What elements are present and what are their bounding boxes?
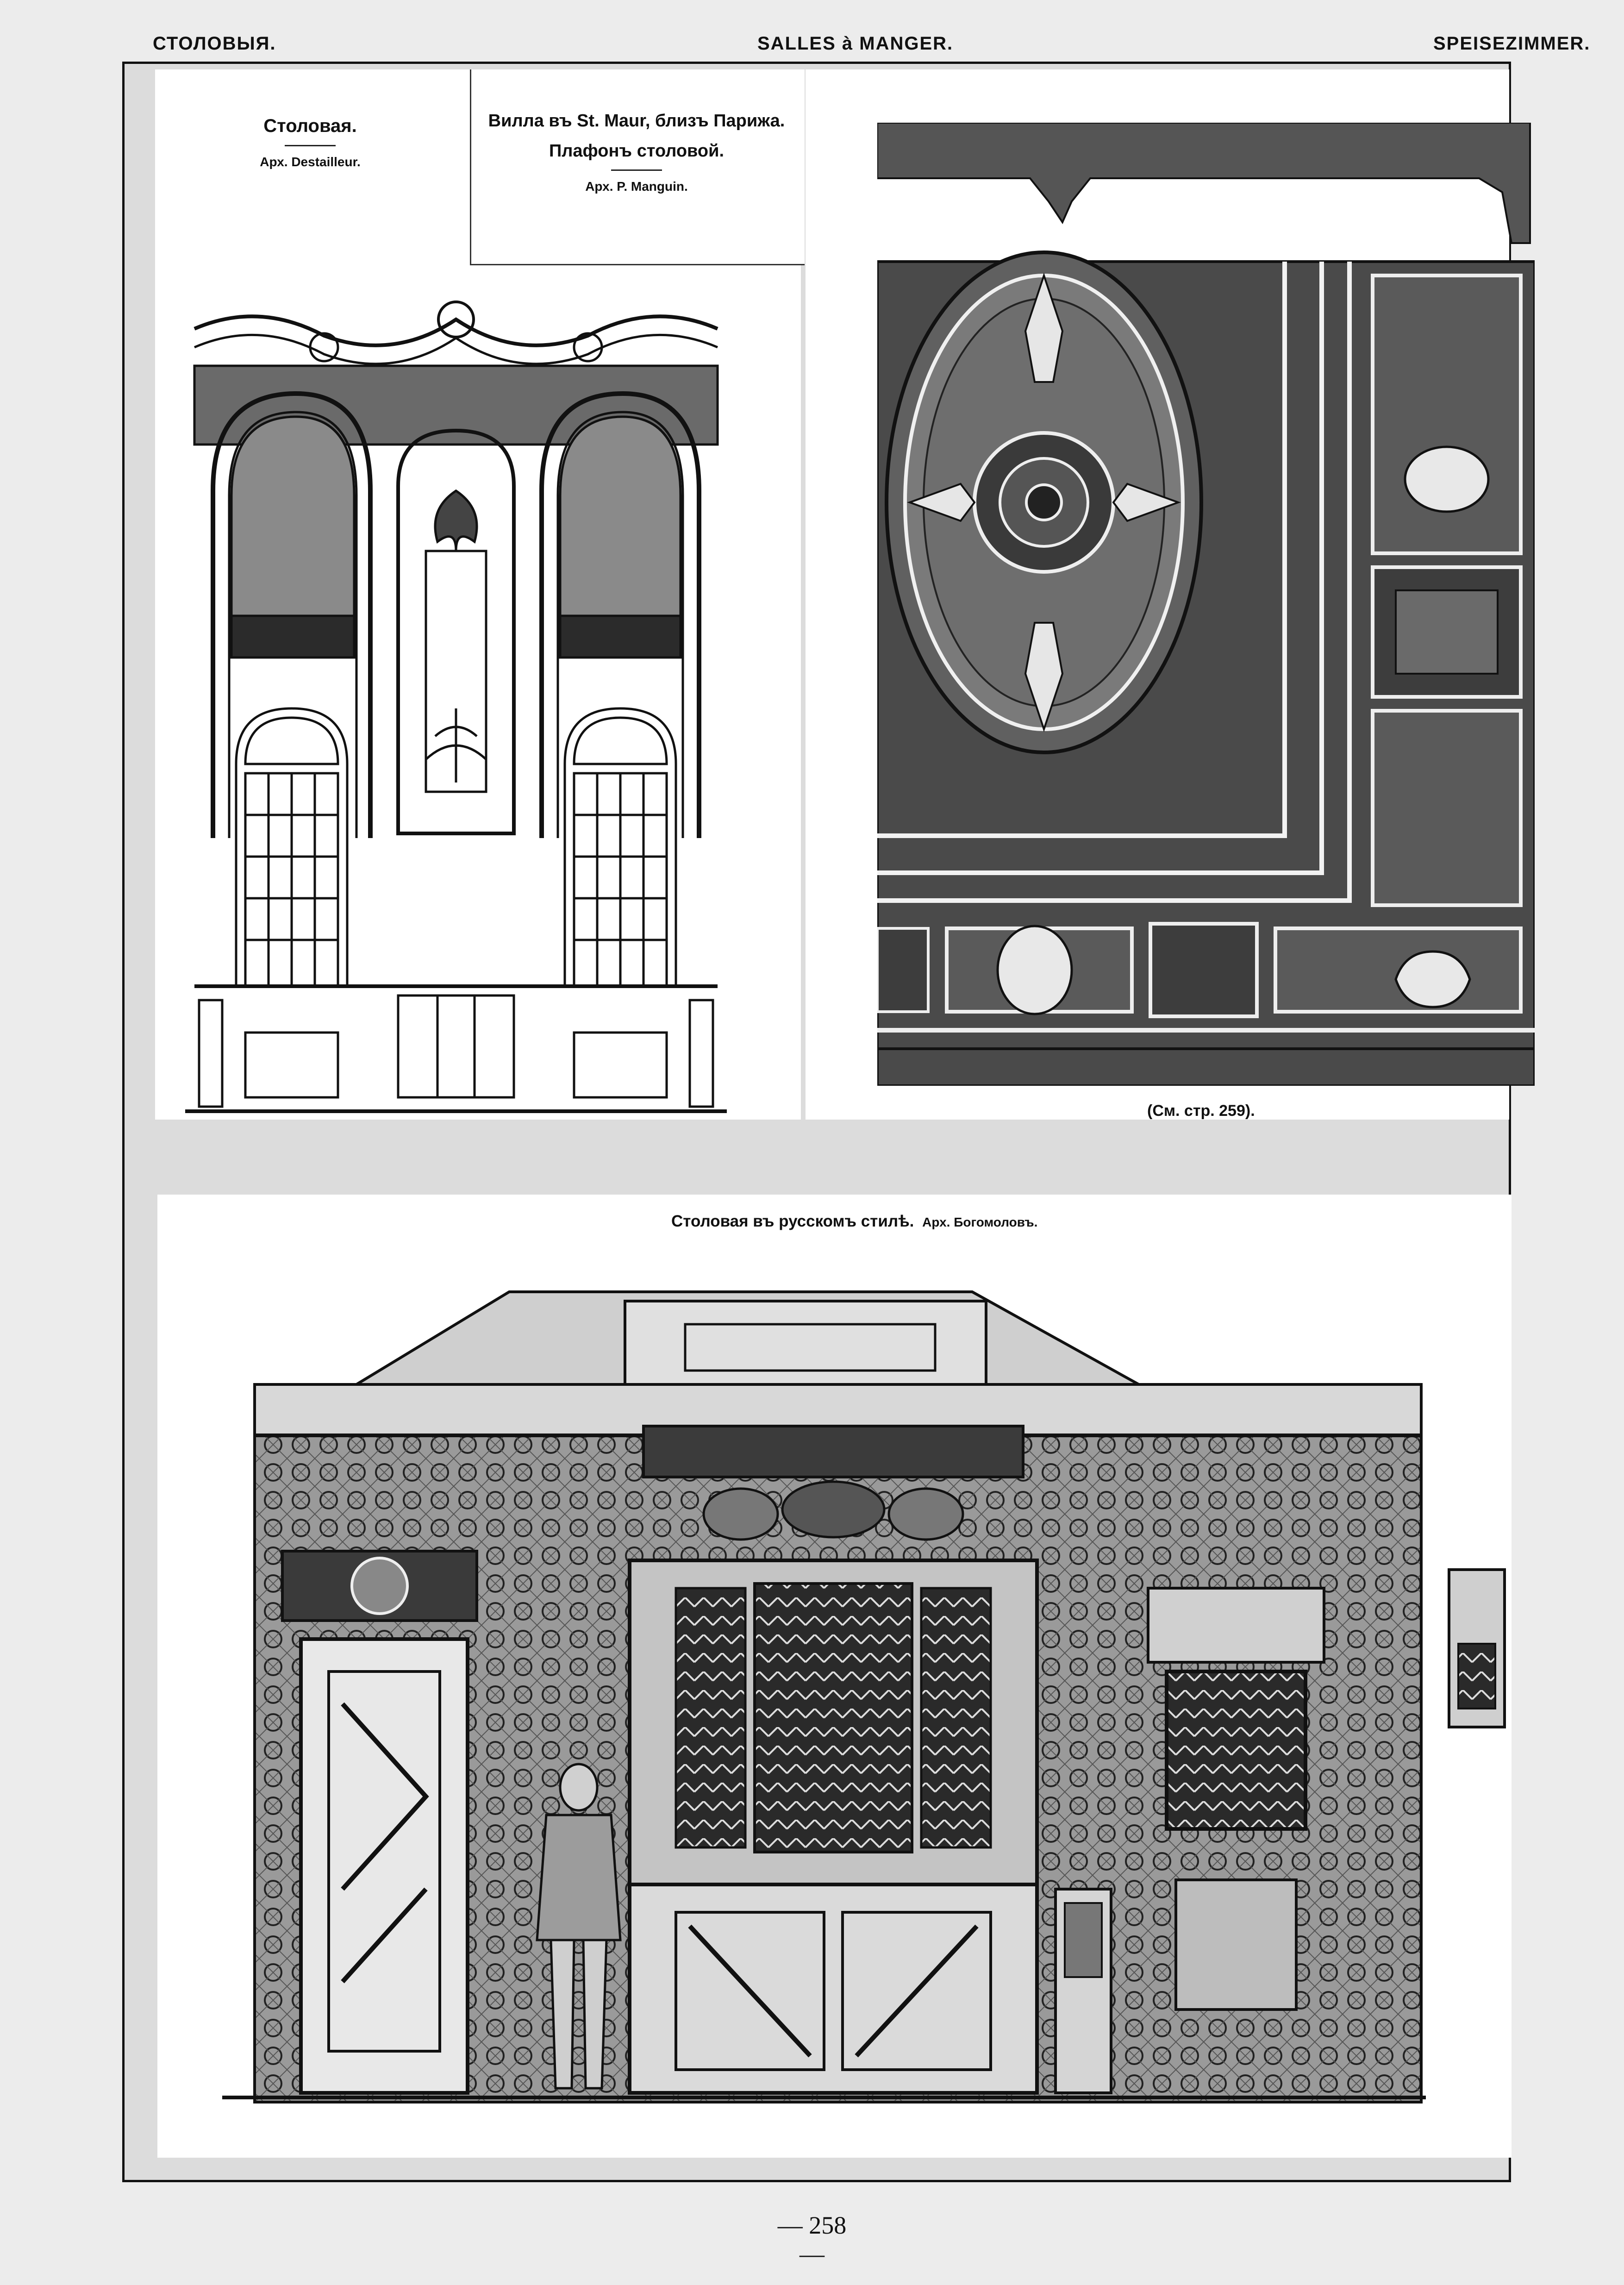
plate3-caption xyxy=(671,1212,1037,1231)
plate1-architect: Арх. Destailleur. xyxy=(260,155,361,169)
plate2-architect: Арх. P. Manguin. xyxy=(585,179,688,194)
plate1-caption xyxy=(241,116,380,169)
plate2-caption xyxy=(472,111,801,194)
header-center: SALLES à MANGER. xyxy=(757,33,954,54)
header-left: СТОЛОВЫЯ. xyxy=(153,33,276,54)
plate2-see-also: (См. стр. 259). xyxy=(1147,1102,1255,1120)
plate3-architect: Арх. Богомоловъ. xyxy=(922,1215,1038,1229)
plate1-title: Столовая. xyxy=(263,116,357,136)
header-right: SPEISEZIMMER. xyxy=(1433,33,1591,54)
rococo-wall-elevation xyxy=(185,292,727,1116)
plate3-title: Столовая въ русскомъ стилѣ. xyxy=(671,1212,914,1230)
plate2-divider xyxy=(611,169,662,171)
page-number: — 258 — xyxy=(777,2211,847,2268)
plate1-divider xyxy=(285,145,336,146)
ceiling-plan-drawing xyxy=(877,123,1535,1086)
plate2-title-line1: Вилла въ St. Maur, близъ Парижа. xyxy=(488,111,785,131)
plate2-title-line2: Плафонъ столовой. xyxy=(549,141,725,161)
russian-wall-elevation xyxy=(176,1264,1509,2135)
